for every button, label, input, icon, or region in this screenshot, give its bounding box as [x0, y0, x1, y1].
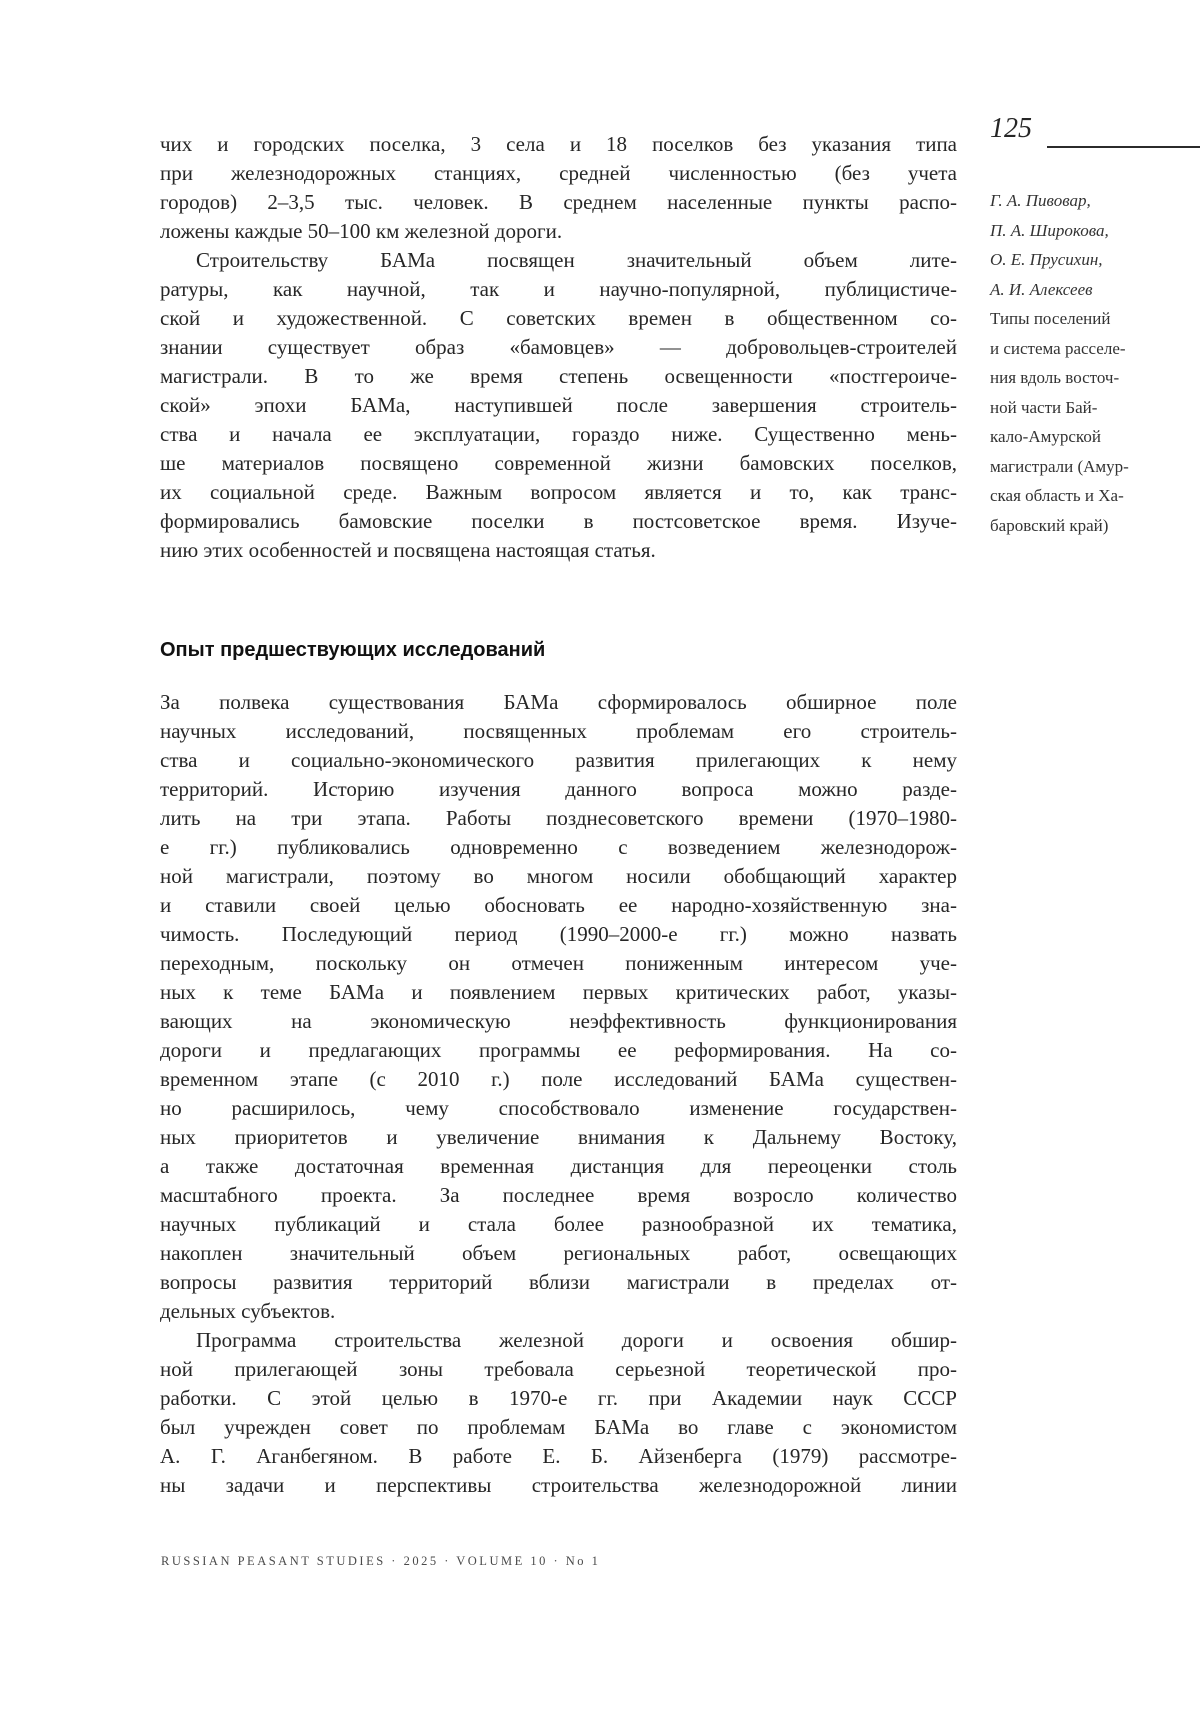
article-body	[160, 130, 957, 1500]
text-line: накоплен значительный объем региональных работ, освещающих	[160, 1241, 957, 1265]
text-line: ства и социально-экономического развития прилегающих к нему	[160, 748, 957, 772]
text-line: ной магистрали, поэтому во многом носили обобщающий характер	[160, 864, 957, 888]
paragraph-continuation	[160, 130, 957, 246]
text-line: Строительству БАМа посвящен значительный объем лите-	[196, 248, 957, 272]
text-line: научных исследований, посвященных проблемам его строитель-	[160, 719, 957, 743]
text-line: е гг.) публиковались одновременно с возведением железнодорож-	[160, 835, 957, 859]
text-line: ной части Бай-	[990, 397, 1098, 417]
text-line: Г. А. Пивовар,	[990, 191, 1091, 210]
text-line: кало-Амурской	[990, 427, 1101, 446]
text-line: магистрали (Амур-	[990, 456, 1129, 476]
text-line: вающих на экономическую неэффективность функционирования	[160, 1009, 957, 1033]
text-line: Типы поселений	[990, 309, 1111, 328]
text-line: ния вдоль восточ-	[990, 368, 1120, 387]
text-line: ше материалов посвящено современной жизни бамовских поселков,	[160, 451, 957, 475]
text-line: ных к теме БАМа и появлением первых критических работ, указы-	[160, 980, 957, 1004]
text-line: А. И. Алексеев	[990, 279, 1093, 299]
text-line: и система расселе-	[990, 338, 1126, 358]
paragraph-bam-literature	[160, 246, 957, 565]
text-line: научных публикаций и стала более разнообразной их тематика,	[160, 1212, 957, 1236]
text-line: а также достаточная временная дистанция для переоценки столь	[160, 1154, 957, 1178]
author-list	[990, 186, 1195, 304]
text-line: ратуры, как научной, так и научно-популярной, публицистиче-	[160, 277, 957, 301]
text-line: работки. С этой целью в 1970-е гг. при Академии наук СССР	[160, 1386, 957, 1410]
section-heading: Опыт предшествующих исследований	[160, 639, 546, 661]
text-line: дельных субъектов.	[160, 1299, 336, 1323]
text-line: За полвека существования БАМа сформировалось обширное поле	[160, 690, 957, 714]
text-line: А. Г. Аганбегяном. В работе Е. Б. Айзенберга (1979) рассмотре-	[160, 1444, 957, 1468]
paragraph-construction-program	[160, 1326, 957, 1500]
text-line: и ставили своей целью обосновать ее народно-хозяйственную зна-	[160, 893, 957, 917]
journal-footer: RUSSIAN PEASANT STUDIES · 2025 · VOLUME 10 · No 1	[161, 1554, 601, 1568]
page-number: 125	[990, 113, 1032, 144]
text-line: при железнодорожных станциях, средней численностью (без учета	[160, 161, 957, 185]
text-line: ской и художественной. С советских времен в общественном со-	[160, 306, 957, 330]
text-line: формировались бамовские поселки в постсоветское время. Изуче-	[160, 509, 957, 533]
text-line: чих и городских поселка, 3 села и 18 поселков без указания типа	[160, 132, 957, 156]
text-line: был учрежден совет по проблемам БАМа во главе с экономистом	[160, 1415, 957, 1439]
text-line: чимость. Последующий период (1990–2000-е гг.) можно назвать	[160, 922, 957, 946]
text-line: ской» эпохи БАМа, наступившей после завершения строитель-	[160, 393, 957, 417]
text-line: переходным, поскольку он отмечен пониженным интересом уче-	[160, 951, 957, 975]
text-line: масштабного проекта. За последнее время возросло количество	[160, 1183, 957, 1207]
text-line: их социальной среде. Важным вопросом является и то, как транс-	[160, 480, 957, 504]
text-line: знании существует образ «бамовцев» — добровольцев-строителей	[160, 335, 957, 359]
article-title	[990, 304, 1195, 540]
paragraph-research-stages	[160, 688, 957, 1326]
text-line: ных приоритетов и увеличение внимания к Дальнему Востоку,	[160, 1125, 957, 1149]
text-line: дороги и предлагающих программы ее реформирования. На со-	[160, 1038, 957, 1062]
text-line: территорий. Историю изучения данного вопроса можно разде-	[160, 777, 957, 801]
text-line: ны задачи и перспективы строительства железнодорожной линии	[160, 1473, 957, 1497]
text-line: Программа строительства железной дороги и освоения обшир-	[196, 1328, 957, 1352]
text-line: баровский край)	[990, 515, 1109, 535]
text-line: ства и начала ее эксплуатации, гораздо ниже. Существенно мень-	[160, 422, 957, 446]
article-sidebar	[990, 186, 1195, 540]
text-line: вопросы развития территорий вблизи магистрали в пределах от-	[160, 1270, 957, 1294]
text-line: городов) 2–3,5 тыс. человек. В среднем населенные пункты распо-	[160, 190, 957, 214]
text-line: ной прилегающей зоны требовала серьезной теоретической про-	[160, 1357, 957, 1381]
text-line: лить на три этапа. Работы позднесоветского времени (1970–1980-	[160, 806, 957, 830]
text-line: магистрали. В то же время степень освещенности «постгероиче-	[160, 364, 957, 388]
text-line: ложены каждые 50–100 км железной дороги.	[160, 219, 563, 243]
text-line: нию этих особенностей и посвящена настоящая статья.	[160, 538, 656, 562]
text-line: ская область и Ха-	[990, 486, 1124, 505]
text-line: П. А. Широкова,	[990, 220, 1109, 240]
text-line: но расширилось, чему способствовало изменение государствен-	[160, 1096, 957, 1120]
header-rule	[1047, 146, 1200, 148]
text-line: О. Е. Прусихин,	[990, 250, 1103, 269]
text-line: временном этапе (с 2010 г.) поле исследований БАМа существен-	[160, 1067, 957, 1091]
